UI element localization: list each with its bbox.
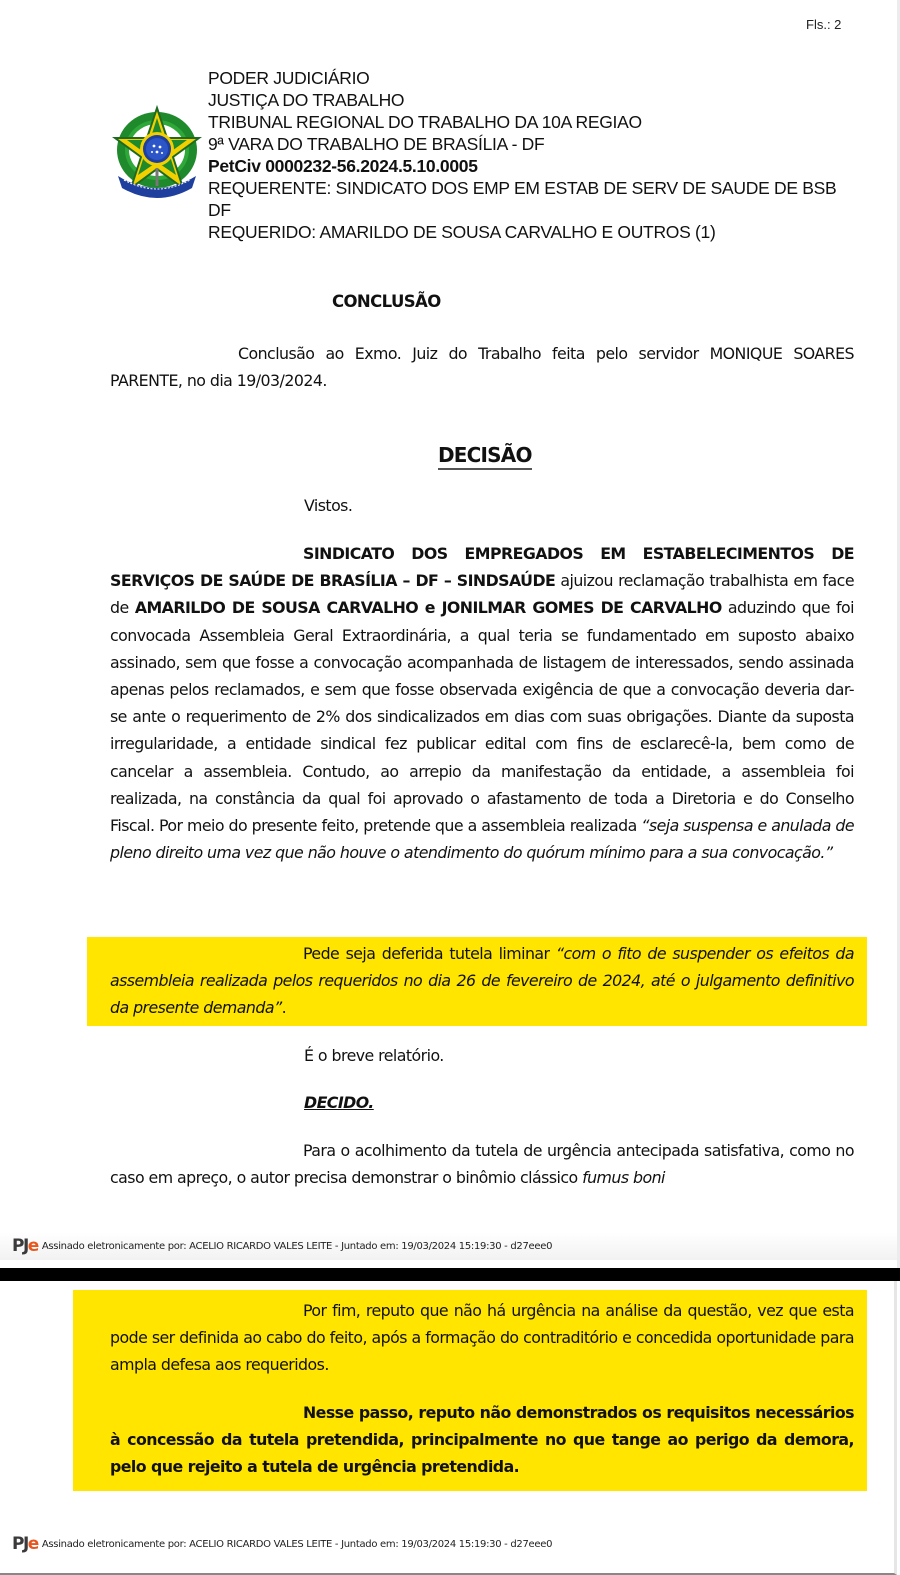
page-separator (0, 1268, 900, 1281)
summary-text-2: aduzindo que foi convocada Assembleia Geral Extraordinária, a qual teria se fundamentado em suposto abaixo assinado, sem que fosse a convocação acompanhada de listagem de interessados, sendo assinada apenas pelos reclamados, e sem que fosse observada exigência de que a convocação deveria dar-se ante o requerimento de 2% dos sindicalizados em dias com suas obrigações. Diante da suposta irregularidade, a entidade sindical fez publicar edital com fins de esclarecê-la, bem como de cancelar a assembleia. Contudo, ao arrepio da manifestação da entidade, a assembleia foi realizada, na constância da qual foi aprovado o afastamento de toda a Diretoria e do Conselho Fiscal. Por meio do presente feito, pretende que a assembleia realizada (110, 598, 854, 836)
signature-footer-page-2 (0, 1530, 897, 1558)
folio-number: Fls.: 2 (806, 17, 842, 32)
header-line-poder: PODER JUDICIÁRIO (208, 68, 370, 88)
summary-text-1: ajuizou reclamação trabalhista em face de (110, 571, 854, 618)
requerente-line-2: DF (208, 200, 231, 220)
court-header (208, 67, 848, 243)
defendant-names: AMARILDO DE SOUSA CARVALHO e JONILMAR GOMES DE CARVALHO (134, 598, 722, 618)
vistos-text: Vistos. (304, 496, 353, 515)
conclusao-heading: CONCLUSÃO (332, 292, 441, 311)
paragraph-analysis (110, 1137, 854, 1191)
header-line-tribunal: TRIBUNAL REGIONAL DO TRABALHO DA 10A REGIAO (208, 112, 642, 132)
requerido-line: REQUERIDO: AMARILDO DE SOUSA CARVALHO E OUTROS (1) (208, 222, 716, 242)
analysis-text: Para o acolhimento da tutela de urgência antecipada satisfativa, como no caso em apreço, o autor precisa demonstrar o binômio clássico (110, 1141, 854, 1188)
requerente-line-1: REQUERENTE: SINDICATO DOS EMP EM ESTAB DE SERV DE SAUDE DE BSB (208, 178, 837, 198)
pje-logo-icon: PJe (12, 1533, 38, 1554)
plaintiff-name: SINDICATO DOS EMPREGADOS EM ESTABELECIMENTOS DE SERVIÇOS DE SAÚDE DE BRASÍLIA – DF – SINDSAÚDE (110, 544, 854, 591)
case-number: PetCiv 0000232-56.2024.5.10.0005 (208, 156, 478, 176)
paragraph-urgency (110, 1297, 854, 1379)
urgency-text: Por fim, reputo que não há urgência na análise da questão, vez que esta pode ser definida ao cabo do feito, após a formação do contraditório e concedida oportunidade para ampla defesa aos requeridos. (110, 1301, 854, 1375)
brazil-coat-of-arms-icon (112, 104, 202, 200)
signature-text: Assinado eletronicamente por: ACELIO RICARDO VALES LEITE - Juntado em: 19/03/2024 15:19:30 - d27eee0 (41, 1538, 553, 1550)
signature-text: Assinado eletronicamente por: ACELIO RICARDO VALES LEITE - Juntado em: 19/03/2024 15:19:30 - d27eee0 (41, 1240, 553, 1252)
conclusao-paragraph (110, 340, 854, 394)
request-quote: “com o fito de suspender os efeitos da assembleia realizada pelos requeridos no dia 26 de fevereiro de 2024, até o julgamento definitivo da presente demanda” (110, 944, 854, 1018)
header-line-vara: 9ª VARA DO TRABALHO DE BRASÍLIA - DF (208, 134, 545, 154)
header-line-justica: JUSTIÇA DO TRABALHO (208, 90, 405, 110)
analysis-latin: fumus boni (582, 1168, 665, 1188)
signature-footer-page-1 (0, 1232, 897, 1260)
decido-heading: DECIDO. (304, 1093, 374, 1112)
conclusao-text: Conclusão ao Exmo. Juiz do Trabalho feita pelo servidor MONIQUE SOARES PARENTE, no dia 19/03/2024. (110, 344, 854, 391)
decisao-heading: DECISÃO (438, 442, 532, 470)
summary-quote: “seja suspensa e anulada de pleno direito uma vez que não houve o atendimento do quórum mínimo para a sua convocação.” (110, 816, 854, 863)
request-end: . (281, 998, 287, 1018)
paragraph-request (110, 940, 854, 1022)
paragraph-ruling (110, 1399, 854, 1481)
pje-logo-icon: PJe (12, 1235, 38, 1256)
request-text: Pede seja deferida tutela liminar (303, 944, 556, 963)
paragraph-summary (110, 540, 854, 866)
ruling-text: Nesse passo, reputo não demonstrados os requisitos necessários à concessão da tutela pretendida, principalmente no que tange ao perigo da demora, pelo que rejeito a tutela de urgência pretendida. (110, 1403, 854, 1477)
breve-relatorio-text: É o breve relatório. (304, 1046, 444, 1065)
